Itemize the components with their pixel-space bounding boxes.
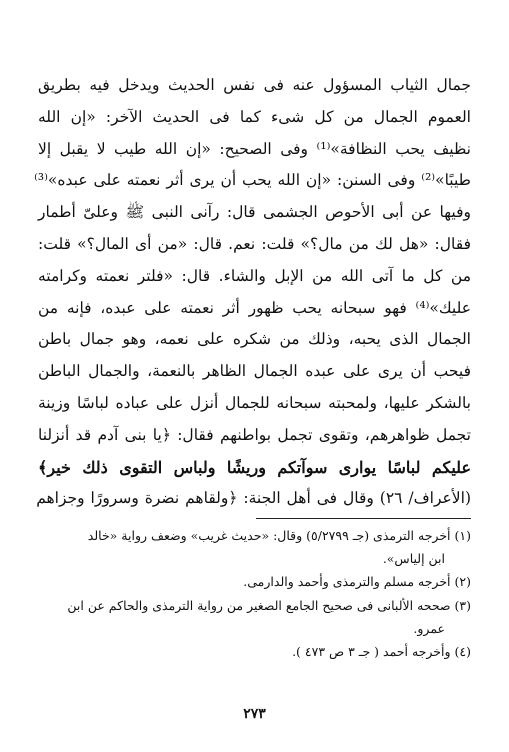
footnote-divider <box>256 518 471 519</box>
body-line: (الأعراف/ ٢٦) وقال فى أهل الجنة: ﴿ولقاهم نضرة وسرورًا وجزاهم <box>36 489 471 508</box>
body-line: فيحب أن يرى على عبده الجمال الظاهر بالنعمة، والجمال الباطن <box>38 362 471 381</box>
footnote-line: ابن إلياس». <box>382 551 445 567</box>
body-line: عليك»⁽⁴⁾ فهو سبحانه يحب ظهور أثر نعمته على عبده، فإنه من <box>38 298 471 317</box>
page-number: ٢٧٣ <box>243 706 266 722</box>
body-line: تجمل ظواهرهم، وتقوى تجمل بواطنهم فقال: ﴿يا بنى آدم قد أنزلنا <box>38 425 471 444</box>
footnote-line: عمرو. <box>413 620 445 636</box>
body-line: الجمال الذى يحبه، وذلك من شكره على نعمه، وهو جمال باطن <box>38 330 471 349</box>
body-line: فقال: «هل لك من مال؟» قلت: نعم. قال: «من أى المال؟» قلت: <box>38 234 471 253</box>
body-line: العموم الجمال من كل شىء كما فى الحديث الآخر: «إن الله <box>38 107 471 126</box>
body-line: طيبًا»⁽²⁾ وفى السنن: «إن الله يحب أن يرى أثر نعمته على عبده»⁽³⁾ <box>34 171 471 190</box>
footnote-line: (٣) صححه الألبانى فى صحيح الجامع الصغير من رواية الترمذى والحاكم عن ابن <box>67 597 471 613</box>
footnote-line: (٤) وأخرجه أحمد ( جـ ٣ ص ٤٧٣ ). <box>292 643 471 659</box>
body-line: من كل ما آتى الله من الإبل والشاء. قال: «فلتر نعمته وكرامته <box>38 266 471 285</box>
body-line: جمال الثياب المسؤول عنه فى نفس الحديث ويدخل فيه بطريق <box>38 76 471 94</box>
body-line: بالشكر عليها، ولمحبته سبحانه للجمال أنزل على عباده لباسًا وزينة <box>38 393 471 412</box>
body-line: وفيها عن أبى الأحوص الجشمى قال: رآنى النبى ﷺ وعلىّ أطمار <box>38 203 471 222</box>
body-line: نظيف يحب النظافة»⁽¹⁾ وفى الصحيح: «إن الله طيب لا يقبل إلا <box>38 139 471 158</box>
quran-verse-line: عليكم لباسًا يوارى سوآتكم وريشًا ولباس التقوى ذلك خير﴾ <box>38 457 471 477</box>
main-text-block <box>34 70 471 515</box>
footnote-line: (١) أخرجه الترمذى (جـ ٥/٢٧٩٩) وقال: «حديث غريب» وضعف رواية «خالد <box>87 528 471 543</box>
footnote-line: (٢) أخرجه مسلم والترمذى وأحمد والدارمى. <box>243 574 471 590</box>
footnotes-block <box>38 524 471 663</box>
